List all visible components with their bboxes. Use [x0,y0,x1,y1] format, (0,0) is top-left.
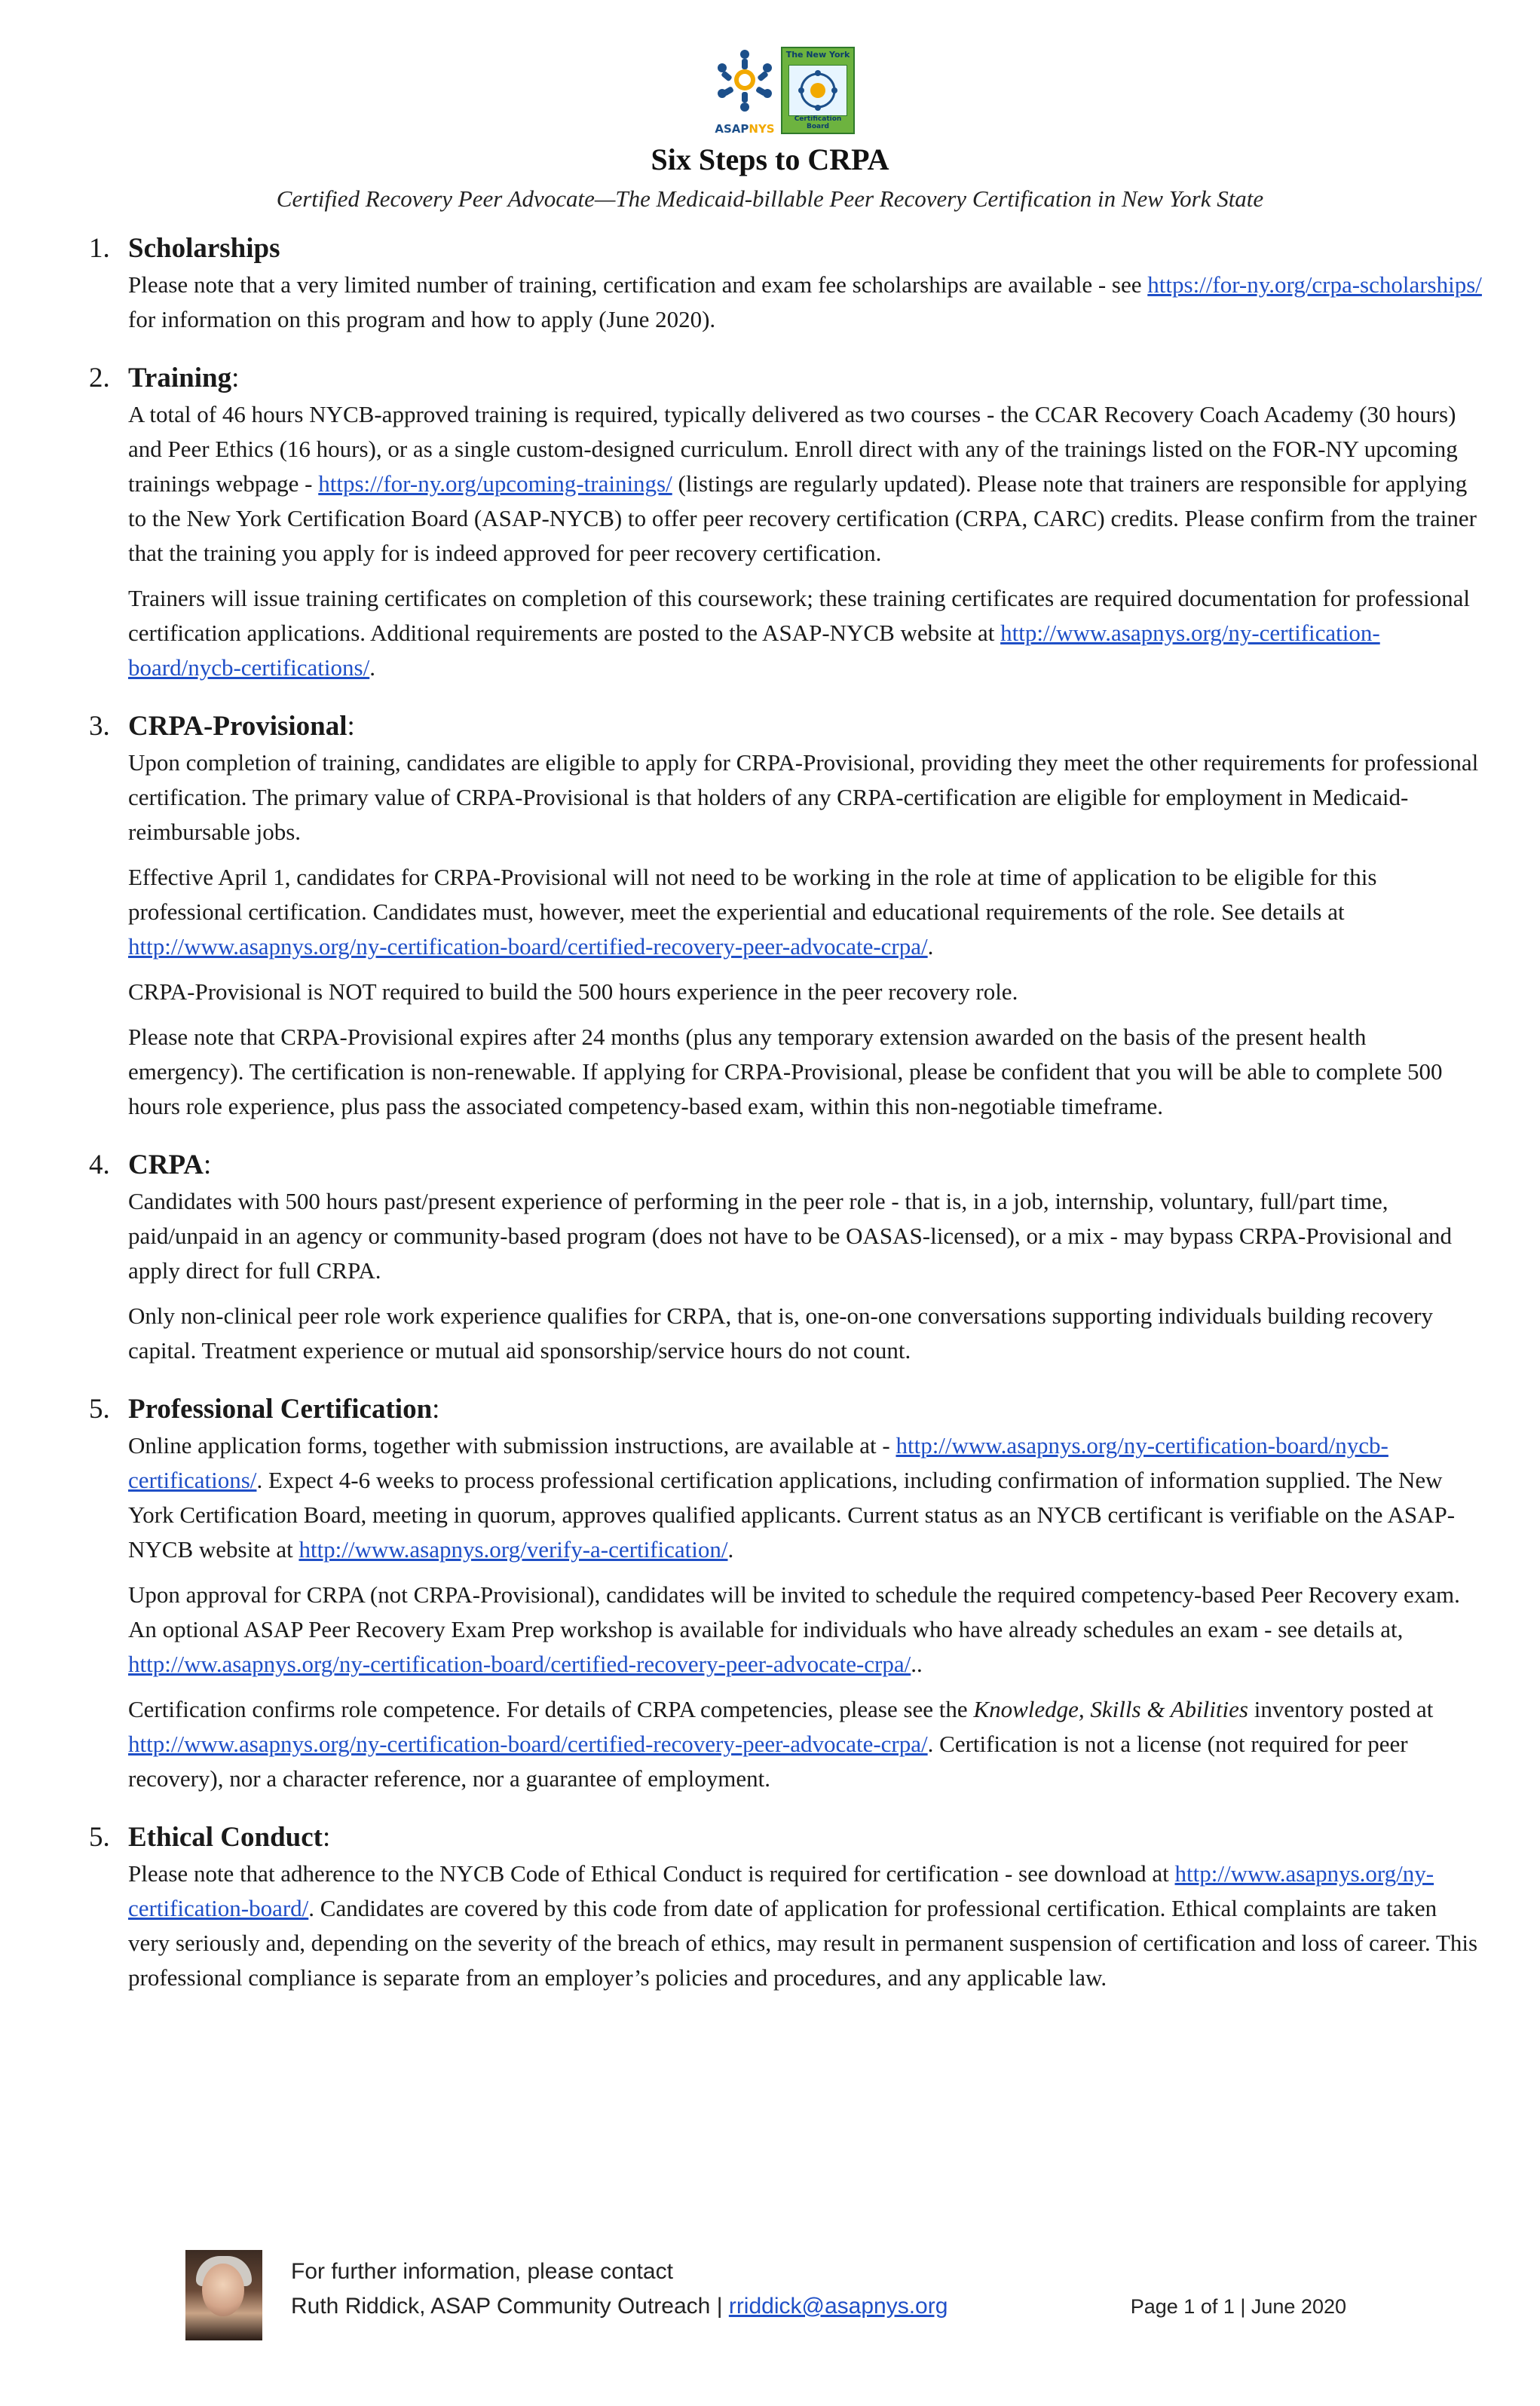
ny-emblem-icon [789,66,847,115]
step-crpa [89,1146,1483,1368]
steps-list [89,230,1483,2018]
step-heading: 5. Professional Certification: [89,1391,1483,1428]
asapnys-wordmark: ASAPNYS [715,122,775,136]
step-heading: 2. Training: [89,360,1483,397]
step-paragraph: Upon approval for CRPA (not CRPA-Provisional), candidates will be invited to schedule the required competency-based Peer Recovery exam. An optional ASAP Peer Recovery Exam Prep workshop is available for individuals who have already schedules an exam - see details at, http://ww.asapnys.org/ny-certification-board/certified-recovery-peer-advocate-crpa/.. [128,1581,1460,1677]
step-paragraph: Online application forms, together with submission instructions, are available at - http://www.asapnys.org/ny-certification-board/nycb-certifications/. Expect 4-6 weeks to process professional certification applications, including confirmation of information supplied. The New York Certification Board, meeting in quorum, approves qualified applicants. Current status as an NYCB certificant is verifiable on the ASAP-NYCB website at http://www.asapnys.org/verify-a-certification/. [128,1432,1456,1563]
step-professional-certification [89,1391,1483,1796]
photo-face [202,2264,244,2316]
footer [185,2250,1392,2355]
step-number: 5. [89,1394,110,1425]
step-paragraph: Candidates with 500 hours past/present experience of performing in the peer role - that is, in a job, internship, voluntary, full/part time, paid/unpaid in an agency or community-based program (does not have to be OASAS-licensed), or a mix - may bypass CRPA-Provisional and apply direct for full CRPA. [128,1188,1453,1284]
certification-board-logo [781,47,855,134]
step-paragraph: Upon completion of training, candidates are eligible to apply for CRPA-Provisional, providing they meet the other requirements for professional certification. The primary value of CRPA-Provisional is that holders of any CRPA-certification are eligible for employment in Medicaid-reimbursable jobs. [128,749,1479,845]
step-heading: 3. CRPA-Provisional: [89,708,1483,745]
upcoming-trainings-link[interactable]: https://for-ny.org/upcoming-trainings/ [318,470,672,497]
step-paragraph: CRPA-Provisional is NOT required to build the 500 hours experience in the peer recovery role. [128,978,1018,1005]
code-of-ethics-link[interactable]: http://www.asapnys.org/ny-certification-board/ [128,1860,1434,1921]
footer-contact-line: Ruth Riddick, ASAP Community Outreach | rriddick@asapnys.org [291,2294,948,2319]
step-number: 3. [89,711,110,742]
step-paragraph: Only non-clinical peer role work experience qualifies for CRPA, that is, one-on-one conversations supporting individuals building recovery capital. Treatment experience or mutual aid sponsorship/service hours do not count. [128,1302,1433,1364]
crpa-details-link[interactable]: http://www.asapnys.org/ny-certification-board/certified-recovery-peer-advocate-crpa/ [128,933,928,960]
step-title: Professional Certification [128,1394,433,1425]
step-number: 2. [89,363,110,393]
step-paragraph: Please note that a very limited number of training, certification and exam fee scholarships are available - see https://for-ny.org/crpa-scholarships/ for information on this program and how to apply (June 2020). [128,271,1482,332]
application-forms-link[interactable]: http://www.asapnys.org/ny-certification-board/nycb-certifications/ [128,1432,1388,1493]
asapnys-logo [712,45,778,136]
step-title: Scholarships [128,233,280,264]
step-title: Training [128,363,232,393]
page-subtitle: Certified Recovery Peer Advocate—The Medicaid-billable Peer Recovery Certification in New York State [276,185,1264,212]
scholarships-link[interactable]: https://for-ny.org/crpa-scholarships/ [1147,271,1482,298]
step-heading [89,230,1483,268]
exam-prep-link[interactable]: http://ww.asapnys.org/ny-certification-board/certified-recovery-peer-advocate-crpa/ [128,1651,911,1677]
nycb-certifications-link[interactable]: http://www.asapnys.org/ny-certification-board/nycb-certifications/ [128,620,1380,681]
step-title: Ethical Conduct [128,1822,323,1853]
contact-name: Ruth Riddick, ASAP Community Outreach [291,2294,711,2319]
step-training [89,360,1483,685]
board-logo-top-text: The New York [785,50,850,60]
step-paragraph: Certification confirms role competence. For details of CRPA competencies, please see the Knowledge, Skills & Abilities inventory posted at http://www.asapnys.org/ny-certification-board/certified-recovery-peer-advocate-crpa/. Certification is not a license (not required for peer recovery), nor a character reference, nor a guarantee of employment. [128,1696,1434,1792]
step-paragraph: Trainers will issue training certificates on completion of this coursework; these training certificates are required documentation for professional certification applications. Additional requirements are posted to the ASAP-NYCB website at http://www.asapnys.org/ny-certification-board/nycb-certifications/. [128,585,1470,681]
asap-nycb-logo [712,45,855,136]
step-number: 4. [89,1149,110,1180]
board-logo-emblem [788,65,847,116]
step-title: CRPA [128,1149,204,1180]
verify-certification-link[interactable]: http://www.asapnys.org/verify-a-certification/ [299,1536,728,1563]
step-paragraph: Please note that CRPA-Provisional expires after 24 months (plus any temporary extension awarded on the basis of the present health emergency). The certification is non-renewable. If applying for CRPA-Provisional, please be confident that you will be able to complete 500 hours role experience, plus pass the associated competency-based exam, within this non-negotiable timeframe. [128,1024,1443,1119]
step-crpa-provisional [89,708,1483,1124]
contact-photo [185,2250,262,2340]
step-heading: 5. Ethical Conduct: [89,1819,1483,1857]
contact-email-link[interactable]: rriddick@asapnys.org [728,2294,948,2319]
people-circle-icon [712,45,778,118]
step-number: 5. [89,1822,110,1853]
step-scholarships [89,230,1483,337]
step-heading: 4. CRPA: [89,1146,1483,1184]
competencies-link[interactable]: http://www.asapnys.org/ny-certification-board/certified-recovery-peer-advocate-crpa/ [128,1731,928,1757]
step-title: CRPA-Provisional [128,711,347,742]
step-paragraph: Please note that adherence to the NYCB Code of Ethical Conduct is required for certification - see download at http://www.asapnys.org/ny-certification-board/. Candidates are covered by this code from date of application for professional certification. Ethical complaints are taken very seriously and, depending on the severity of the breach of ethics, may result in permanent suspension of certification and loss of career. This professional compliance is separate from an employer’s policies and procedures, and any applicable law. [128,1860,1478,1991]
footer-contact-intro: For further information, please contact [291,2259,673,2284]
step-number: 1. [89,233,110,264]
step-ethical-conduct [89,1819,1483,1995]
step-paragraph: A total of 46 hours NYCB-approved training is required, typically delivered as two courses - the CCAR Recovery Coach Academy (30 hours) and Peer Ethics (16 hours), or as a single custom-designed curriculum. Enroll direct with any of the trainings listed on the FOR-NY upcoming trainings webpage - https://for-ny.org/upcoming-trainings/ (listings are regularly updated). Please note that trainers are responsible for applying to the New York Certification Board (ASAP-NYCB) to offer peer recovery certification (CRPA, CARC) credits. Please confirm from the trainer that the training you apply for is indeed approved for peer recovery certification. [128,401,1477,566]
step-paragraph: Effective April 1, candidates for CRPA-Provisional will not need to be working in the role at time of application to be eligible for this professional certification. Candidates must, however, meet the experiential and educational requirements of the role. See details at http://www.asapnys.org/ny-certification-board/certified-recovery-peer-advocate-crpa/. [128,864,1377,960]
page-title: Six Steps to CRPA [651,142,889,176]
page-number: Page 1 of 1 | June 2020 [1130,2295,1346,2318]
board-logo-bottom-text: Certification Board [794,115,842,130]
